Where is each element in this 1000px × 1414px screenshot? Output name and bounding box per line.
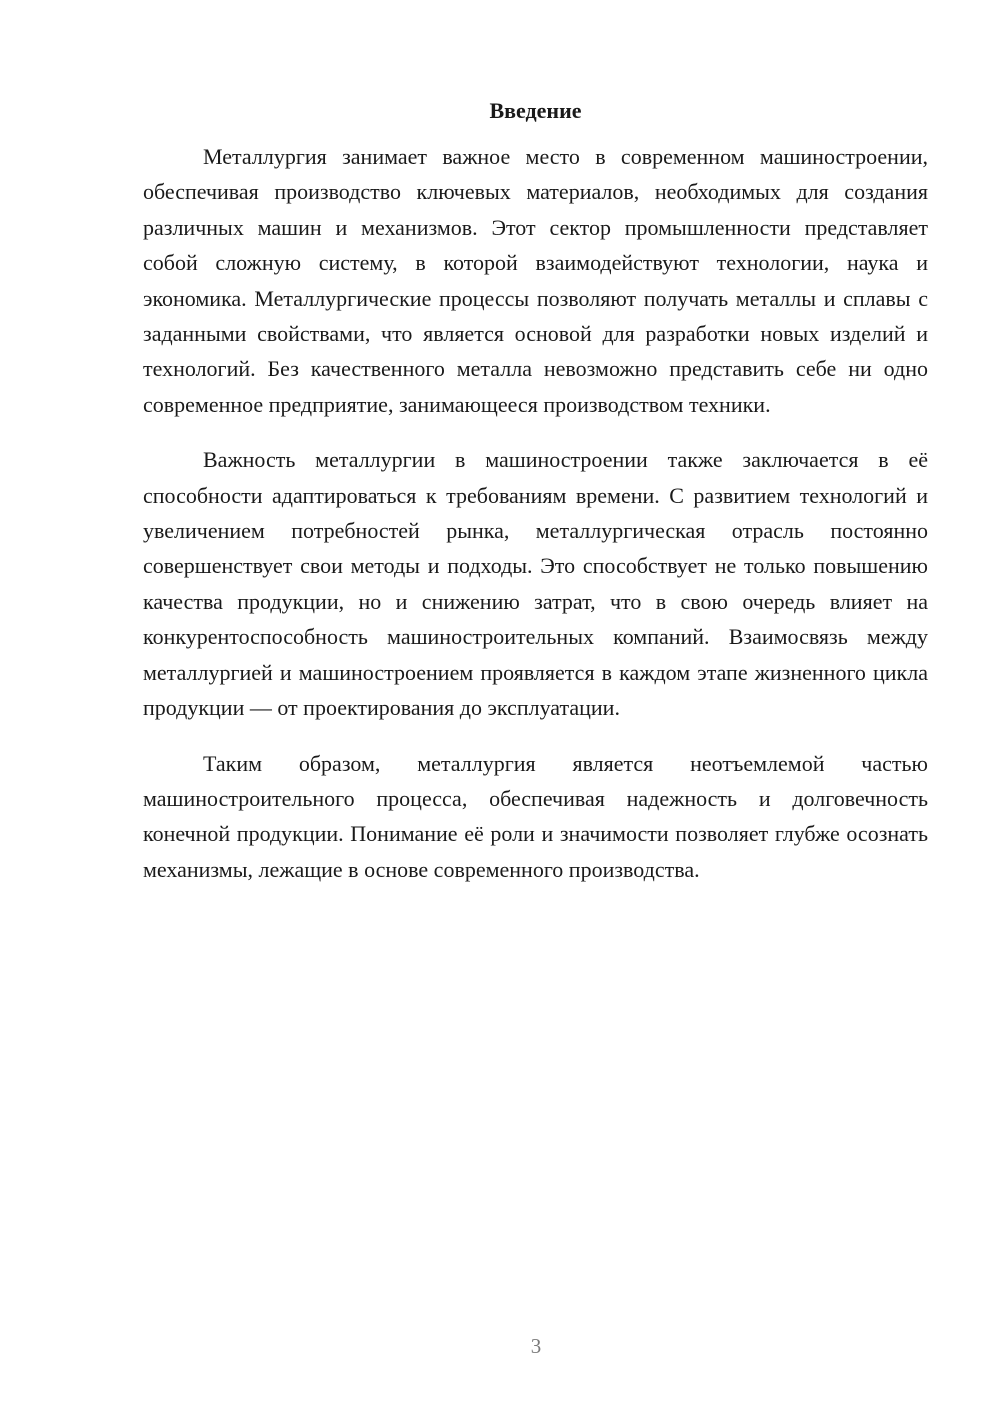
section-title: Введение [489, 98, 582, 123]
paragraph-3: Таким образом, металлургия является неотъемлемой частью машиностроительного процесса, обеспечивая надежность и долговечность конечной продукции. Понимание её роли и значимости позволяет глубже осознать механизмы, лежащие в основе современного производства. [143, 750, 928, 882]
page-content [143, 96, 928, 907]
paragraph-1: Металлургия занимает важное место в современном машиностроении, обеспечивая производство ключевых материалов, необходимых для создания различных машин и механизмов. Этот сектор промышленности представляет собой сложную систему, в которой взаимодействуют технологии, наука и экономика. Металлургические процессы позволяют получать металлы и сплавы с заданными свойствами, что является основой для разработки новых изделий и технологий. Без качественного металла невозможно представить себе ни одно современное предприятие, занимающееся производством техники. [143, 144, 928, 417]
page-number: 3 [530, 1334, 542, 1358]
paragraph-2: Важность металлургии в машиностроении также заключается в её способности адаптироваться к требованиям времени. С развитием технологий и увеличением потребностей рынка, металлургическая отрасль постоянно совершенствует свои методы и подходы. Это способствует не только повышению качества продукции, но и снижению затрат, что в свою очередь влияет на конкурентоспособность машиностроительных компаний. Взаимосвязь между металлургией и машиностроением проявляется в каждом этапе жизненного цикла продукции — от проектирования до эксплуатации. [143, 447, 928, 721]
